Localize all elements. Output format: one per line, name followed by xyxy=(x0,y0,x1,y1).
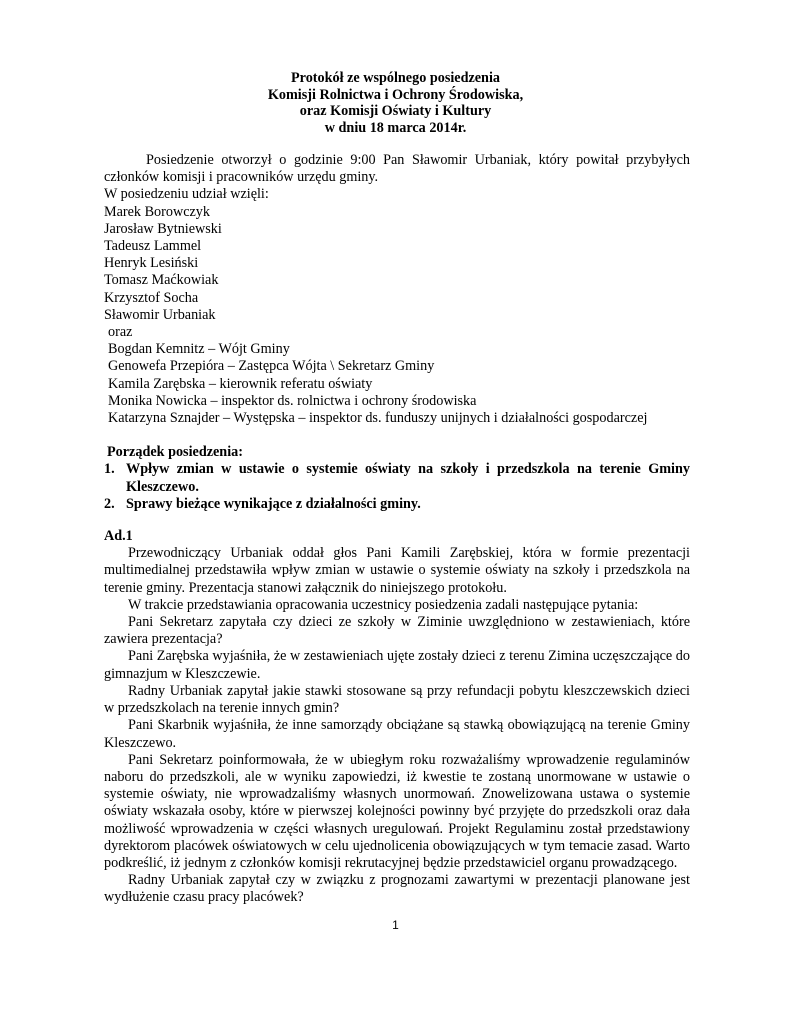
title-line-3: oraz Komisji Oświaty i Kultury xyxy=(299,103,492,119)
agenda-item-number: 1. xyxy=(104,461,115,478)
guest-entry: Genowefa Przepióra – Zastępca Wójta \ Sekretarz Gminy xyxy=(108,358,435,375)
ad1-paragraph: W trakcie przedstawiania opracowania uczestnicy posiedzenia zadali następujące pytania: xyxy=(128,596,639,613)
guest-entry: Kamila Zarębska – kierownik referatu oświaty xyxy=(108,375,373,392)
ad1-paragraph: Pani Skarbnik wyjaśniła, że inne samorządy obciążane są stawką obowiązującą na terenie Gminy Kleszczewo. xyxy=(104,717,690,751)
guest-entry: Katarzyna Sznajder – Występska – inspektor ds. funduszy unijnych i działalności gospodarczej xyxy=(108,410,648,427)
agenda-item-number: 2. xyxy=(104,495,115,512)
member-name: Krzysztof Socha xyxy=(104,289,199,306)
document-title xyxy=(0,70,791,136)
members-list xyxy=(104,204,690,324)
ad1-paragraph: Pani Sekretarz zapytała czy dzieci ze szkoły w Ziminie uwzględniono w zestawieniach, które zawiera prezentacja? xyxy=(104,614,690,648)
member-name: Marek Borowczyk xyxy=(104,203,210,220)
ad1-paragraph: Przewodniczący Urbaniak oddał głos Pani Kamili Zarębskiej, która w formie prezentacji multimedialnej przedstawiła wpływ zmian w ustawie o systemie oświaty na szkoły i przedszkola na terenie gminy. Prezentacja stanowi załącznik do niniejszego protokołu. xyxy=(104,545,690,596)
member-name: Sławomir Urbaniak xyxy=(104,306,216,323)
member-name: Jarosław Bytniewski xyxy=(104,220,222,237)
attendance-label: W posiedzeniu udział wzięli: xyxy=(104,186,269,203)
document-body xyxy=(104,152,690,907)
guest-entry: Monika Nowicka – inspektor ds. rolnictwa i ochrony środowiska xyxy=(108,392,477,409)
title-line-1: Protokół ze wspólnego posiedzenia xyxy=(290,70,500,86)
agenda-item-text: Wpływ zmian w ustawie o systemie oświaty na szkoły i przedszkola na terenie Gminy Kleszczewo. xyxy=(126,461,690,495)
ad1-paragraph: Radny Urbaniak zapytał jakie stawki stosowane są przy refundacji pobytu kleszczewskich dzieci w przedszkolach na terenie innych gmin? xyxy=(104,682,690,717)
member-name: Tadeusz Lammel xyxy=(104,238,202,255)
guests-list xyxy=(104,324,690,427)
agenda-item xyxy=(104,496,690,513)
title-line-4: w dniu 18 marca 2014r. xyxy=(324,119,467,136)
ad1-paragraph: Pani Sekretarz poinformowała, że w ubiegłym roku rozważaliśmy wprowadzenie regulaminów naboru do przedszkoli, ale w wyniku zapowiedzi, iż kwestie te zostaną unormowane w ustawie o systemie oświaty, nie wprowadzaliśmy własnych unormowań. Znowelizowana ustawa o systemie oświaty wskazała osoby, które w pierwszej kolejności powinny być przyjęte do przedszkoli oraz dała możliwość wprowadzenia w części własnych uregulowań. Projekt Regulaminu został przedstawiony dyrektorom placówek oświatowych w celu ujednolicenia obowiązujących w tym temacie zasad. Warto podkreślić, iż jednym z członków komisji rekrutacyjnej będzie przedstawiciel organu prowadzącego. xyxy=(104,751,690,871)
title-line-2: Komisji Rolnictwa i Ochrony Środowiska, xyxy=(267,86,524,103)
ad1-paragraph: Pani Zarębska wyjaśniła, że w zestawieniach ujęte zostały dzieci z terenu Zimina uczęszczające do gimnazjum w Kleszczewie. xyxy=(104,648,690,682)
agenda-item-text: Sprawy bieżące wynikające z działalności gminy. xyxy=(126,495,421,512)
ad1-paragraph: Radny Urbaniak zapytał czy w związku z prognozami zawartymi w prezentacji planowane jest wydłużenie czasu pracy placówek? xyxy=(104,872,690,906)
page-number: 1 xyxy=(392,918,399,932)
member-name: Tomasz Maćkowiak xyxy=(104,272,219,289)
oraz-label: oraz xyxy=(108,324,133,341)
opening-paragraph: Posiedzenie otworzył o godzinie 9:00 Pan Sławomir Urbaniak, który powitał przybyłych członków komisji i pracowników urzędu gminy. xyxy=(104,152,690,186)
guest-entry: Bogdan Kemnitz – Wójt Gminy xyxy=(108,341,290,358)
agenda-list xyxy=(104,461,690,513)
agenda-item xyxy=(104,461,690,495)
member-name: Henryk Lesiński xyxy=(104,255,199,272)
agenda-heading: Porządek posiedzenia: xyxy=(107,444,243,461)
ad1-heading: Ad.1 xyxy=(104,528,133,545)
